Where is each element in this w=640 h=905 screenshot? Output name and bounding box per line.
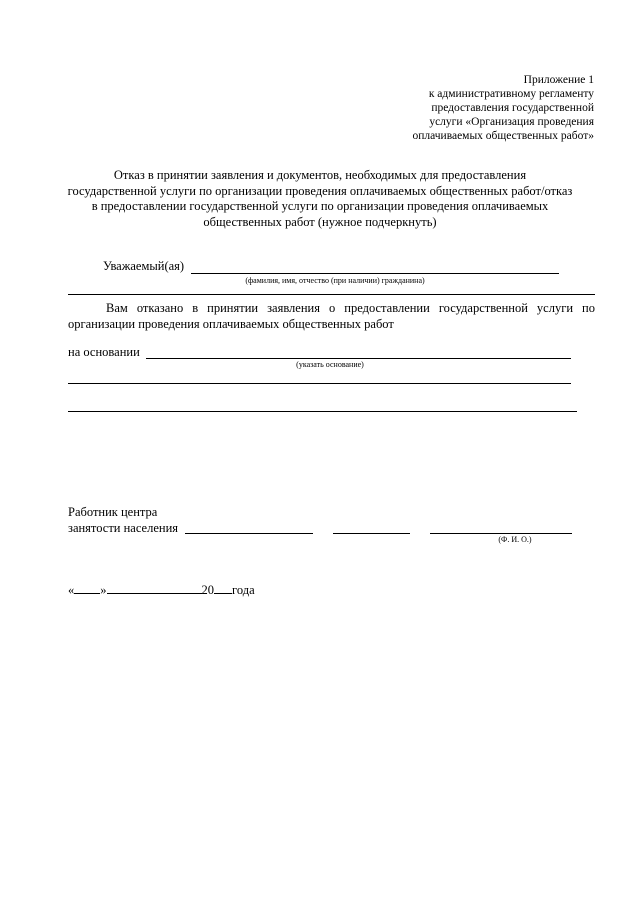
salutation-label: Уважаемый(ая) (103, 259, 185, 273)
signature-field[interactable] (333, 533, 410, 534)
appendix-line: предоставления государственной (431, 102, 594, 114)
document-title (60, 168, 580, 230)
title-line: государственной услуги по организации проведения оплачиваемых общественных работ/отказ (67, 183, 573, 198)
basis-field-line-3[interactable] (68, 411, 577, 412)
recipient-name-hint: (фамилия, имя, отчество (при наличии) гражданина) (245, 276, 425, 285)
title-line: в предоставлении государственной услуги по организации проведения оплачиваемых (91, 199, 549, 213)
basis-label: на основании (68, 345, 140, 359)
recipient-name-field[interactable] (191, 273, 559, 274)
date-suffix: года (232, 583, 255, 597)
appendix-line: к административному регламенту (428, 88, 594, 100)
title-line: Отказ в принятии заявления и документов, необходимых для предоставления (113, 168, 527, 182)
day-field[interactable] (74, 593, 100, 594)
signature-position-line1: Работник центра (68, 505, 158, 519)
appendix-line: услуги «Организация проведения (429, 116, 594, 128)
appendix-line: Приложение 1 (523, 74, 594, 86)
basis-field-line-2[interactable] (68, 383, 571, 384)
appendix-line: оплачиваемых общественных работ» (412, 130, 594, 142)
signature-position-line2: занятости населения (68, 521, 179, 535)
appendix-header (412, 73, 594, 143)
refusal-text: Вам отказано в принятии заявления о предоставлении государственной услуги по организации проведения оплачиваемых общественных работ (68, 301, 595, 331)
basis-hint: (указать основание) (296, 360, 364, 369)
recipient-name-field-continued[interactable] (68, 294, 595, 295)
month-field[interactable] (107, 593, 202, 594)
date-close-quote: » (100, 583, 107, 597)
position-field[interactable] (185, 533, 313, 534)
date-line (68, 583, 255, 598)
title-line: общественных работ (нужное подчеркнуть) (203, 214, 437, 229)
year-field[interactable] (214, 593, 232, 594)
date-open-quote: « (68, 583, 75, 597)
fio-hint: (Ф. И. О.) (498, 535, 532, 544)
basis-field[interactable] (146, 358, 571, 359)
year-prefix: 20 (201, 583, 214, 597)
fio-field[interactable] (430, 533, 572, 534)
